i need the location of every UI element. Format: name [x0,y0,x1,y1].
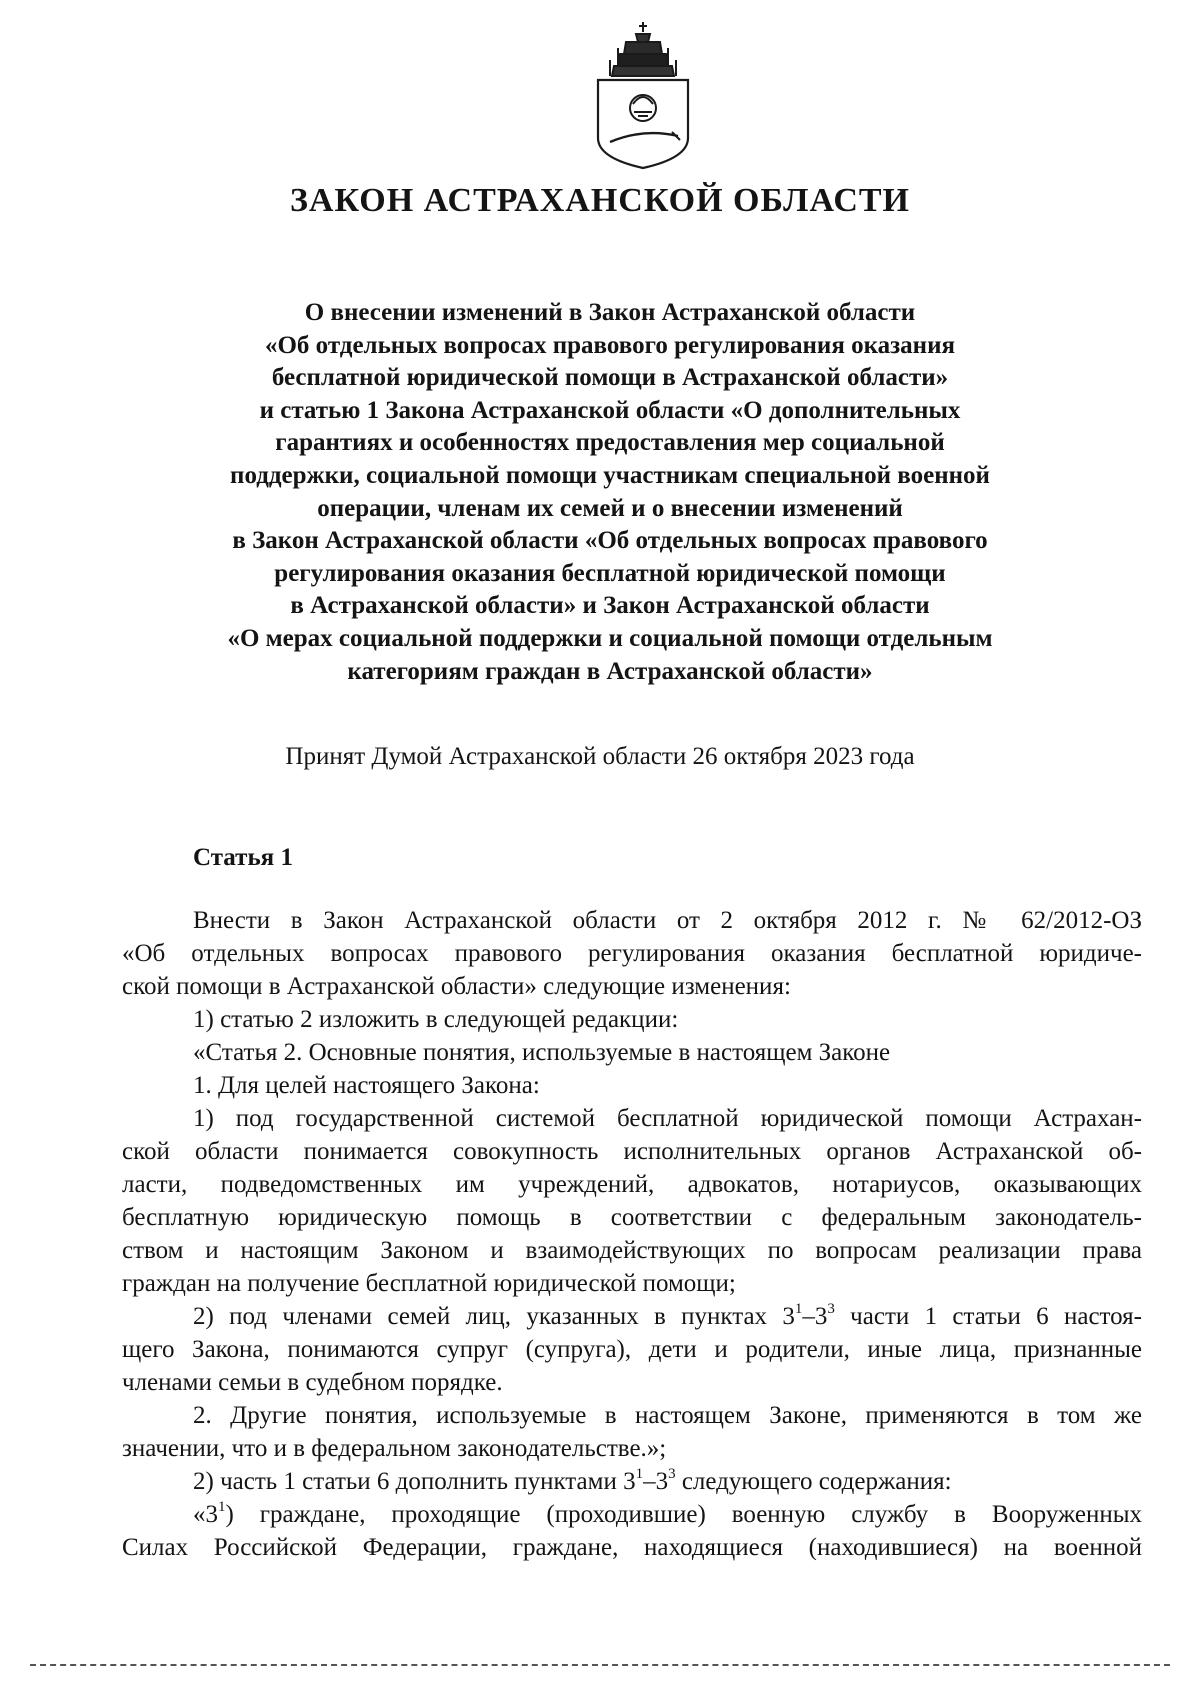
subject-line: категориям граждан в Астраханской области» [347,657,873,685]
article-line: ской области понимается совокупность исполнительных органов Астраханской об- [122,1138,1142,1165]
article-line: ской помощи в Астраханской области» следующие изменения: [122,973,791,1000]
article-line: членами семьи в судебном порядке. [122,1369,503,1396]
subject-line: «О мерах социальной поддержки и социальной помощи отдельным [227,624,993,652]
subject-line: бесплатной юридической помощи в Астраханской области» [271,364,949,392]
article-line: Силах Российской Федерации, граждане, находящиеся (находившиеся) на военной [122,1534,1142,1561]
article-line: 2. Другие понятия, используемые в настоящем Законе, применяются в том же [193,1402,1142,1429]
subject-line: в Астраханской области» и Закон Астраханской области [290,592,930,620]
page-divider [30,1664,1170,1666]
article-line: «Статья 2. Основные понятия, используемые в настоящем Законе [193,1039,891,1066]
subject-line: гарантиях и особенностях предоставления мер социальной [275,429,945,457]
law-title: ЗАКОН АСТРАХАНСКОЙ ОБЛАСТИ [289,182,911,219]
subject-line: в Закон Астраханской области «Об отдельных вопросах правового [232,527,988,555]
article-line: значении, что и в федеральном законодательстве.»; [122,1435,667,1462]
article-line: щего Закона, понимаются супруг (супруга), дети и родители, иные лица, признанные [122,1336,1142,1363]
article-body [122,904,1142,1564]
article-line: бесплатную юридическую помощь в соответствии с федеральным законодатель- [122,1204,1142,1231]
article-heading: Статья 1 [193,844,293,871]
law-subject [170,297,1050,688]
article-line: ласти, подведомственных им учреждений, адвокатов, нотариусов, оказывающих [122,1171,1142,1198]
article-line: «Об отдельных вопросах правового регулирования оказания бесплатной юридиче- [122,940,1142,967]
article-line: граждан на получение бесплатной юридической помощи; [122,1270,736,1297]
subject-line: и статью 1 Закона Астраханской области «О дополнительных [259,396,961,424]
article-line: 1. Для целей настоящего Закона: [193,1072,540,1099]
article-line: 2) под членами семей лиц, указанных в пунктах $3^1-3^3$ части 1 статьи 6 настоя- [193,1301,1142,1330]
subject-line: регулирования оказания бесплатной юридической помощи [274,559,946,587]
subject-line: поддержки, социальной помощи участникам специальной военной [230,461,990,489]
adoption-note: Принят Думой Астраханской области 26 октября 2023 года [285,743,915,770]
subject-line: «Об отдельных вопросах правового регулирования оказания [264,331,956,359]
coat-of-arms-emblem [588,20,698,170]
article-line: 2) часть 1 статьи 6 дополнить пунктами $3^1-3^3$ следующего содержания: [193,1466,952,1495]
article-line: Внести в Закон Астраханской области от 2 октября 2012 г. № 62/2012-ОЗ [193,907,1142,934]
subject-line: О внесении изменений в Закон Астраханской области [304,299,916,326]
article-line: «$3^1$) граждане, проходящие (проходившие) военную службу в Вооруженных [193,1499,1142,1528]
article-line: 1) под государственной системой бесплатной юридической помощи Астрахан- [193,1105,1142,1132]
article-line: ством и настоящим Законом и взаимодействующих по вопросам реализации права [122,1237,1142,1264]
subject-line: операции, членам их семей и о внесении изменений [317,494,903,522]
article-line: 1) статью 2 изложить в следующей редакции: [193,1006,679,1033]
